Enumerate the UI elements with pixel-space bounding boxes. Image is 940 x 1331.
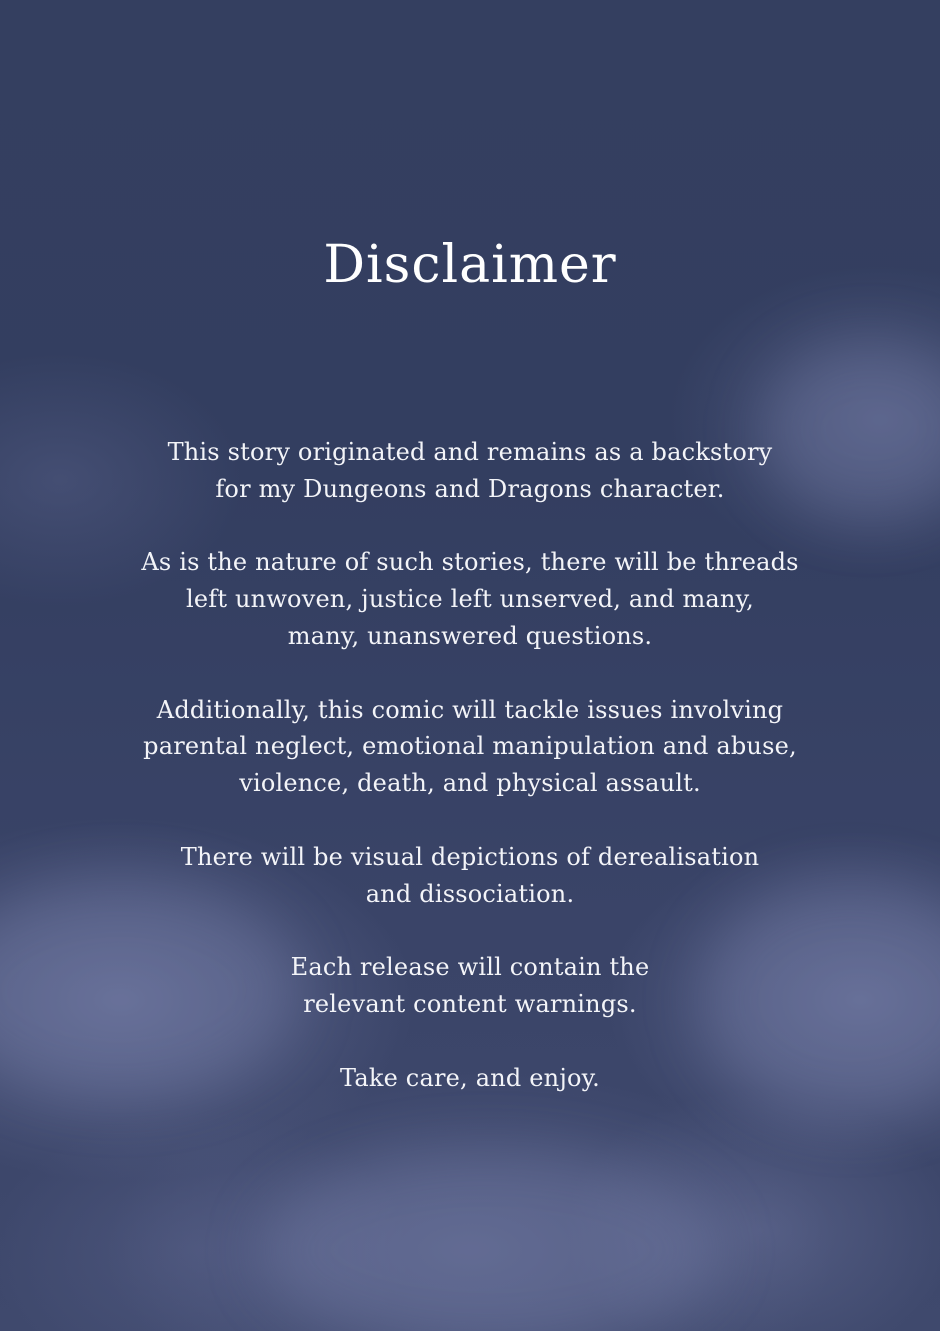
paragraph-origin: This story originated and remains as a backstory for my Dungeons and Dragons character.	[167, 438, 773, 503]
paragraph-nature: As is the nature of such stories, there will be threads left unwoven, justice left unserved, and many, many, unanswered questions.	[141, 548, 799, 650]
paragraph-content-warnings: Each release will contain the relevant content warnings.	[290, 953, 650, 1018]
cloud-decoration-bottom	[260, 1150, 720, 1331]
paragraph-content-issues: Additionally, this comic will tackle issues involving parental neglect, emotional manipulation and abuse, violence, death, and physical assault.	[143, 695, 797, 798]
paragraph-closing: Take care, and enjoy.	[339, 1063, 601, 1092]
disclaimer-body	[100, 434, 840, 1133]
page-title: Disclaimer	[323, 235, 617, 295]
paragraph-visual-depictions: There will be visual depictions of derealisation and dissociation.	[180, 842, 760, 908]
